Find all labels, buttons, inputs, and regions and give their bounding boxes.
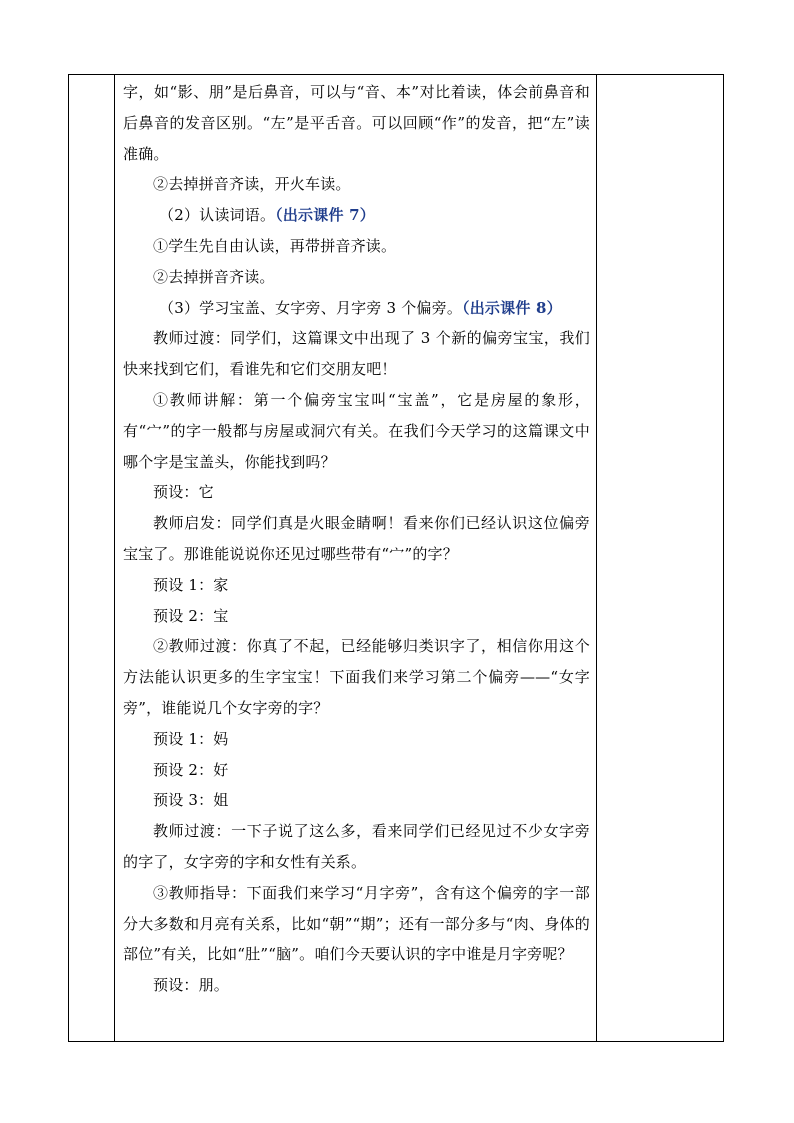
- paragraph-teacher-inspiration: [123, 508, 590, 570]
- paragraph-answer: [123, 755, 590, 786]
- paragraph-text: 教师过渡：一下子说了这么多，看来同学们已经见过不少女字旁的字了，女字旁的字和女性有关系。: [123, 822, 590, 871]
- paragraph-text: 预设 3：姐: [153, 791, 229, 810]
- paragraph-text: ①学生先自由认读，再带拼音齐读。: [153, 236, 397, 255]
- paragraph-answer: [123, 970, 590, 1001]
- paragraph-text: ③教师指导：下面我们来学习“月字旁”，含有这个偏旁的字一部分大多数和月亮有关系，比如“朝”“期”；还有一部分多与“肉、身体的部位”有关，比如“肚”“脑”。咱们今天要认识的字中谁是月字旁呢？: [123, 883, 590, 964]
- paragraph-text: （2）认读词语。: [159, 206, 276, 225]
- paragraph-baogai-explanation: [123, 385, 590, 477]
- lesson-content: [115, 75, 596, 1001]
- paragraph-text: 预设 2：宝: [153, 606, 229, 625]
- paragraph-free-reading: [123, 231, 590, 262]
- table-row: [69, 75, 724, 1042]
- paragraph-answer: [123, 601, 590, 632]
- main-content-cell: [115, 75, 597, 1042]
- paragraph-text: 教师过渡：同学们，这篇课文中出现了 3 个新的偏旁宝宝，我们快来找到它们，看谁先和它们交朋友吧！: [123, 329, 590, 379]
- paragraph-nvzipang-intro: [123, 631, 590, 723]
- paragraph-text: ②去掉拼音齐读。: [153, 267, 275, 286]
- paragraph-text: ①教师讲解：第一个偏旁宝宝叫“宝盖”，它是房屋的象形，有“宀”的字一般都与房屋或洞穴有关。在我们今天学习的这篇课文中哪个字是宝盖头，你能找到吗？: [123, 390, 590, 471]
- paragraph-radicals-title: [123, 293, 590, 324]
- paragraph-text: 预设：它: [153, 483, 214, 502]
- right-notes-cell: [597, 75, 724, 1042]
- paragraph-text: 预设 2：好: [153, 760, 229, 779]
- paragraph-answer: [123, 570, 590, 601]
- paragraph-text: 预设 1：家: [153, 575, 229, 594]
- paragraph-text: 预设：朋。: [153, 976, 230, 995]
- paragraph-text: 字，如“影、朋”是后鼻音，可以与“音、本”对比着读，体会前鼻音和后鼻音的发音区别。“左”是平舌音。可以回顾“作”的发音，把“左”读准确。: [123, 83, 590, 163]
- paragraph-nvzipang-summary: [123, 816, 590, 878]
- courseware-tag: （出示课件 7）: [275, 206, 375, 225]
- paragraph-answer: [123, 477, 590, 508]
- paragraph-word-reading: [123, 200, 590, 231]
- paragraph-answer: [123, 724, 590, 755]
- paragraph-teacher-transition: [123, 323, 590, 385]
- paragraph-pronunciation: [123, 77, 590, 169]
- lesson-plan-table: [68, 74, 724, 1042]
- paragraph-text: （3）学习宝盖、女字旁、月字旁 3 个偏旁。: [159, 298, 463, 317]
- paragraph-read-aloud: [123, 169, 590, 200]
- left-column-cell: [69, 75, 115, 1042]
- paragraph-yuezipang-guidance: [123, 878, 590, 970]
- paragraph-answer: [123, 785, 590, 816]
- courseware-tag: （出示课件 8）: [462, 298, 562, 317]
- paragraph-text: ②教师过渡：你真了不起，已经能够归类识字了，相信你用这个方法能认识更多的生字宝宝！下面我们来学习第二个偏旁——“女字旁”，谁能说几个女字旁的字？: [123, 637, 590, 717]
- paragraph-text: 预设 1：妈: [153, 729, 229, 748]
- paragraph-text: ②去掉拼音齐读，开火车读。: [153, 175, 351, 194]
- paragraph-text: 教师启发：同学们真是火眼金睛啊！看来你们已经认识这位偏旁宝宝了。那谁能说说你还见过哪些带有“宀”的字？: [123, 514, 590, 563]
- paragraph-group-reading: [123, 262, 590, 293]
